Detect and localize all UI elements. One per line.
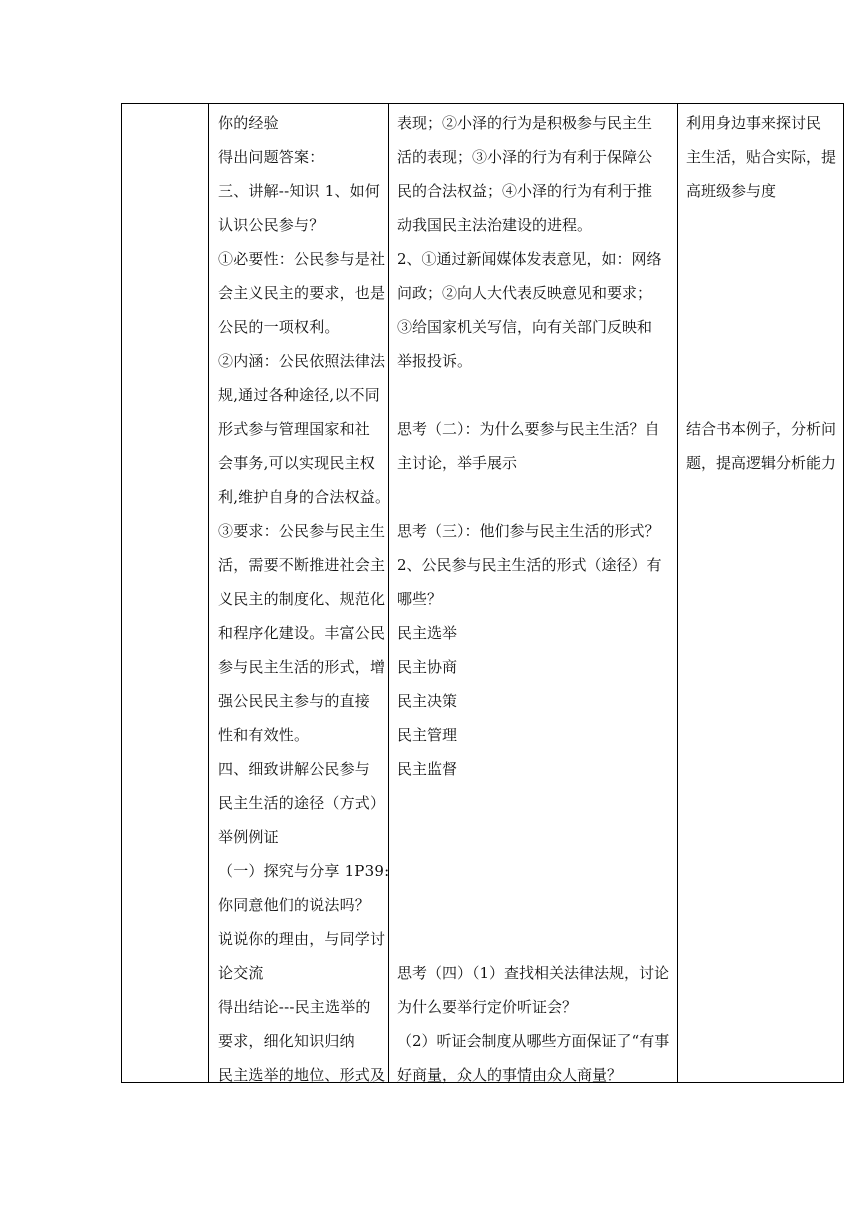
text-line: 说说你的理由，与同学讨 <box>218 930 386 948</box>
text-line: 哪些？ <box>397 590 443 608</box>
text-line: 民主决策 <box>397 692 458 710</box>
text-line: 题，提高逻辑分析能力 <box>686 454 837 472</box>
text-line: 民主协商 <box>397 658 458 676</box>
text-line: 论交流 <box>218 964 264 982</box>
text-line: 得出问题答案： <box>218 148 325 166</box>
text-line: 民主生活的途径（方式） <box>218 794 386 812</box>
text-line: ①必要性：公民参与是社 <box>218 250 386 268</box>
text-line: 民的合法权益；④小泽的行为有利于推 <box>397 182 653 200</box>
text-line: 三、讲解--知识 1、如何 <box>218 182 381 200</box>
text-line: 得出结论---民主选举的 <box>218 998 371 1016</box>
column-divider <box>677 104 678 1082</box>
text-line: 为什么要举行定价听证会？ <box>397 998 578 1016</box>
text-line: 活的表现；③小泽的行为有利于保障公 <box>397 148 653 166</box>
text-line: 认识公民参与？ <box>218 216 325 234</box>
teacher-activity-column <box>218 106 391 1092</box>
text-line: 四、细致讲解公民参与 <box>218 760 371 778</box>
design-intent-column <box>686 106 841 480</box>
text-line: （2）听证会制度从哪些方面保证了“有事 <box>397 1032 670 1050</box>
column-divider <box>388 104 389 1082</box>
column-divider <box>208 104 209 1082</box>
text-line: 强公民民主参与的直接 <box>218 692 371 710</box>
text-line: ③给国家机关写信，向有关部门反映和 <box>397 318 653 336</box>
text-line: 利用身边事来探讨民 <box>686 114 822 132</box>
text-line: 民主选举 <box>397 624 458 642</box>
text-line: 活，需要不断推进社会主 <box>218 556 386 574</box>
text-line: 义民主的制度化、规范化 <box>218 590 386 608</box>
text-line: 好商量，众人的事情由众人商量？ <box>397 1066 623 1084</box>
text-line: 举例例证 <box>218 828 279 846</box>
text-line: 民主选举的地位、形式及 <box>218 1066 386 1084</box>
text-line: 思考（三）：他们参与民主生活的形式？ <box>397 522 660 540</box>
text-line: 你同意他们的说法吗？ <box>218 896 371 914</box>
text-line: 民主监督 <box>397 760 458 778</box>
text-line: 举报投诉。 <box>397 352 473 370</box>
text-line: 利,维护自身的合法权益。 <box>218 488 391 506</box>
text-line: 2、①通过新闻媒体发表意见，如：网络 <box>397 250 662 268</box>
text-line: 形式参与管理国家和社 <box>218 420 371 438</box>
text-line: 你的经验 <box>218 114 279 132</box>
text-line: 参与民主生活的形式，增 <box>218 658 386 676</box>
text-line: 会主义民主的要求，也是 <box>218 284 386 302</box>
text-line: 和程序化建设。丰富公民 <box>218 624 386 642</box>
text-line: 高班级参与度 <box>686 182 777 200</box>
lesson-plan-table <box>121 103 844 1083</box>
text-line: ③要求：公民参与民主生 <box>218 522 386 540</box>
text-line: 性和有效性。 <box>218 726 310 744</box>
text-line: 主讨论，举手展示 <box>397 454 518 472</box>
text-line: 2、公民参与民主生活的形式（途径）有 <box>397 556 662 574</box>
text-line: 民主管理 <box>397 726 458 744</box>
text-line: ②内涵：公民依照法律法 <box>218 352 386 370</box>
text-line: 会事务,可以实现民主权 <box>218 454 375 472</box>
text-line: 表现；②小泽的行为是积极参与民主生 <box>397 114 653 132</box>
text-line: 思考（二）：为什么要参与民主生活？自 <box>397 420 660 438</box>
student-activity-column <box>397 106 677 1092</box>
text-line: 动我国民主法治建设的进程。 <box>397 216 593 234</box>
text-line: 思考（四）（1）查找相关法律法规，讨论 <box>397 964 670 982</box>
text-line: （一）探究与分享 1P39: <box>218 862 390 880</box>
text-line: 结合书本例子，分析问 <box>686 420 837 438</box>
text-line: 问政；②向人大代表反映意见和要求； <box>397 284 653 302</box>
text-line: 主生活，贴合实际，提 <box>686 148 837 166</box>
text-line: 要求，细化知识归纳 <box>218 1032 355 1050</box>
text-line: 规,通过各种途径,以不同 <box>218 386 380 404</box>
text-line: 公民的一项权利。 <box>218 318 340 336</box>
